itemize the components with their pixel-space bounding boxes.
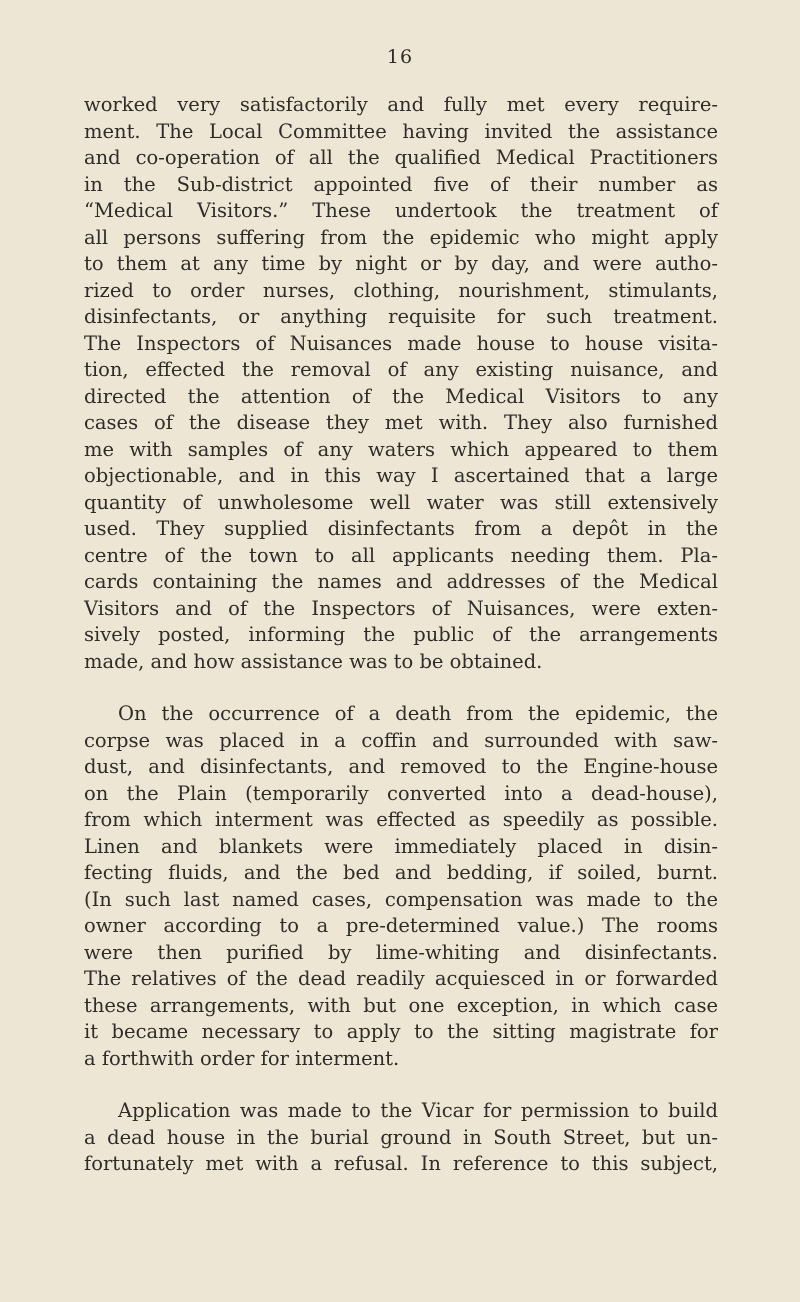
- text-line: were then purified by lime-whiting and disinfectants.: [84, 940, 718, 964]
- page-number: 16: [386, 46, 414, 68]
- text-line: to them at any time by night or by day, and were autho-: [84, 252, 718, 275]
- text-line: it became necessary to apply to the sitting magistrate for: [84, 1020, 718, 1043]
- text-line: objectionable, and in this way I ascertained that a large: [84, 464, 718, 487]
- text-line: fecting fluids, and the bed and bedding, if soiled, burnt.: [84, 861, 718, 884]
- text-line: tion, effected the removal of any existing nuisance, and: [84, 358, 718, 381]
- text-line: a forthwith order for interment.: [84, 1046, 400, 1070]
- text-line: Application was made to the Vicar for permission to build: [118, 1099, 718, 1122]
- body-text: [84, 92, 718, 1204]
- text-line: quantity of unwholesome well water was still extensively: [84, 490, 718, 514]
- text-line: On the occurrence of a death from the epidemic, the: [118, 702, 718, 725]
- text-line: me with samples of any waters which appeared to them: [84, 437, 718, 461]
- text-line: Linen and blankets were immediately placed in disin-: [84, 834, 718, 858]
- text-line: Visitors and of the Inspectors of Nuisances, were exten-: [84, 596, 718, 620]
- text-line: The relatives of the dead readily acquiesced in or forwarded: [84, 967, 718, 990]
- paragraph-1: [84, 92, 718, 675]
- text-line: dust, and disinfectants, and removed to the Engine-house: [84, 755, 718, 778]
- text-line: corpse was placed in a coffin and surrounded with saw-: [84, 728, 718, 752]
- text-line: owner according to a pre-determined value.) The rooms: [84, 914, 718, 937]
- text-line: these arrangements, with but one exception, in which case: [84, 993, 718, 1017]
- text-line: rized to order nurses, clothing, nourishment, stimulants,: [84, 278, 718, 302]
- text-line: disinfectants, or anything requisite for such treatment.: [84, 305, 718, 328]
- text-line: in the Sub-district appointed five of their number as: [84, 172, 718, 196]
- text-line: fortunately met with a refusal. In reference to this subject,: [84, 1152, 718, 1175]
- text-line: a dead house in the burial ground in South Street, but un-: [84, 1125, 718, 1149]
- text-line: ment. The Local Committee having invited the assistance: [84, 119, 718, 143]
- paragraph-3: [84, 1098, 718, 1178]
- text-line: The Inspectors of Nuisances made house to house visita-: [84, 331, 718, 355]
- text-line: directed the attention of the Medical Visitors to any: [84, 384, 718, 408]
- paragraph-2: [84, 701, 718, 1072]
- text-line: and co-operation of all the qualified Medical Practitioners: [84, 146, 718, 169]
- text-line: used. They supplied disinfectants from a depôt in the: [84, 517, 718, 540]
- text-line: made, and how assistance was to be obtained.: [84, 649, 543, 673]
- text-line: cards containing the names and addresses of the Medical: [84, 570, 718, 593]
- text-line: sively posted, informing the public of the arrangements: [84, 623, 718, 646]
- text-line: on the Plain (temporarily converted into a dead-house),: [84, 781, 718, 805]
- text-line: from which interment was effected as speedily as possible.: [84, 808, 718, 831]
- text-line: all persons suffering from the epidemic who might apply: [84, 225, 718, 249]
- text-line: (In such last named cases, compensation was made to the: [84, 887, 718, 911]
- text-line: worked very satisfactorily and fully met every require-: [84, 93, 718, 116]
- text-line: “Medical Visitors.” These undertook the treatment of: [84, 199, 718, 222]
- text-line: centre of the town to all applicants needing them. Pla-: [84, 543, 718, 567]
- text-line: cases of the disease they met with. They also furnished: [84, 411, 718, 434]
